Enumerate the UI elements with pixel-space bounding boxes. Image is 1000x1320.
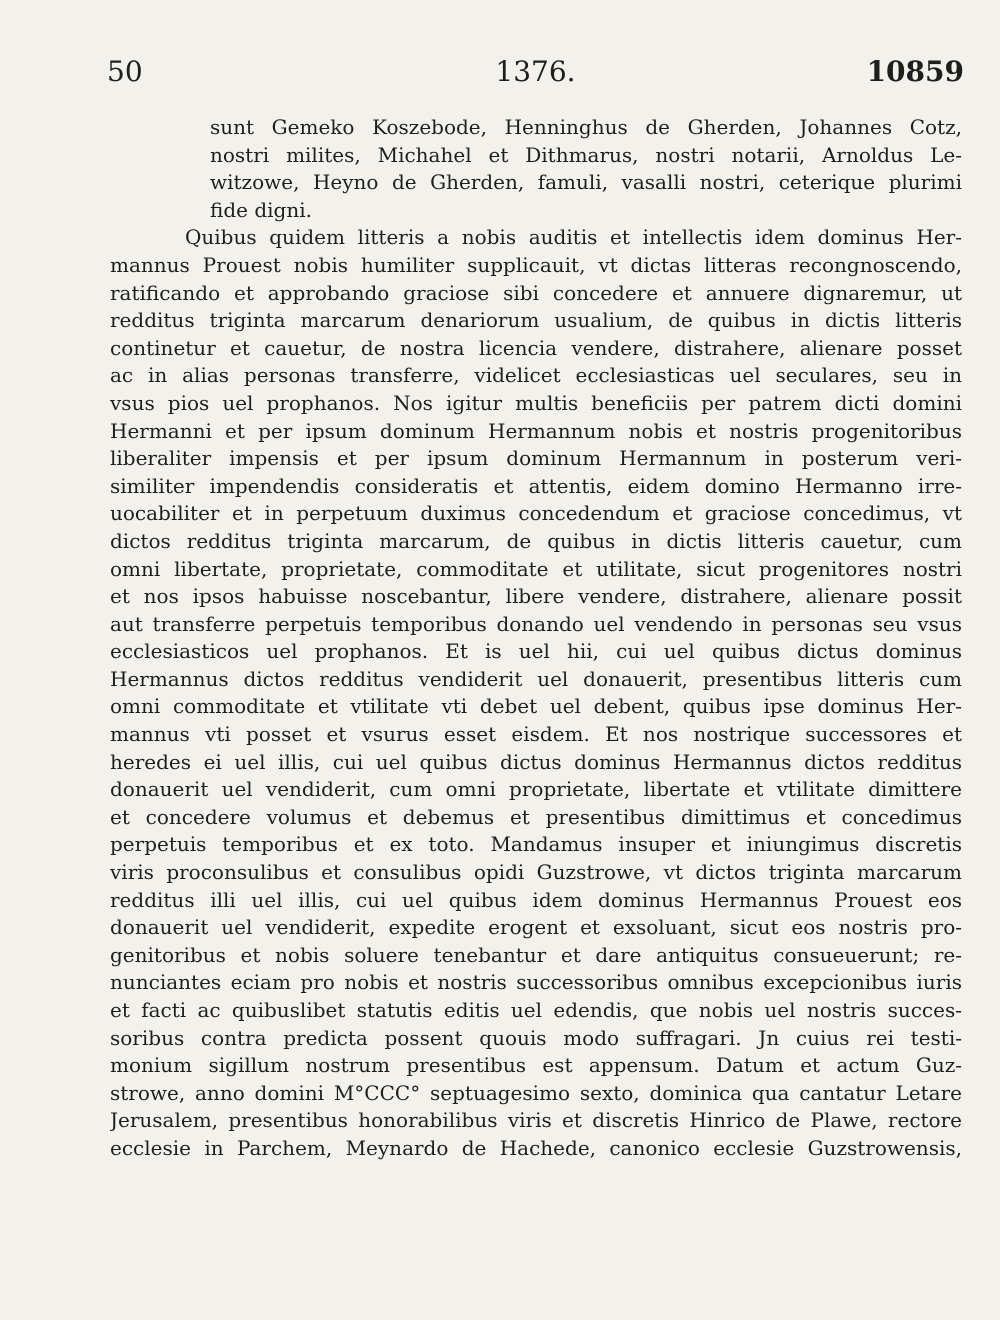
text-line: aut transferre perpetuis temporibus donando uel vendendo in personas seu vsus [110,611,962,636]
page-number: 50 [107,55,143,88]
charter-text [110,114,962,1163]
text-line: dictos redditus triginta marcarum, de quibus in dictis litteris cauetur, cum [110,528,962,553]
text-line: et nos ipsos habuisse noscebantur, libere vendere, distrahere, alienare possit [110,584,962,609]
text-line: nunciantes eciam pro nobis et nostris successoribus omnibus excepcionibus iuris [110,970,962,995]
text-line: soribus contra predicta possent quouis modo suffragari. Jn cuius rei testi- [110,1025,962,1050]
year-heading: 1376. [495,55,576,88]
text-line: nostri milites, Michahel et Dithmarus, nostri notarii, Arnoldus Le- [210,142,962,167]
text-line: redditus illi uel illis, cui uel quibus idem dominus Hermannus Prouest eos [110,887,962,912]
text-line: perpetuis temporibus et ex toto. Mandamus insuper et iniungimus discretis [110,832,962,857]
text-line: mannus vti posset et vsurus esset eisdem. Et nos nostrique successores et [110,722,962,747]
text-line: Quibus quidem litteris a nobis auditis et intellectis idem dominus Her- [185,225,962,250]
text-line: uocabiliter et in perpetuum duximus concedendum et graciose concedimus, vt [110,501,962,526]
text-line: et concedere volumus et debemus et presentibus dimittimus et concedimus [110,804,962,829]
text-line: Jerusalem, presentibus honorabilibus viris et discretis Hinrico de Plawe, rectore [110,1108,962,1133]
text-line: mannus Prouest nobis humiliter supplicauit, vt dictas litteras recongnoscendo, [110,252,962,277]
text-line: viris proconsulibus et consulibus opidi Guzstrowe, vt dictos triginta marcarum [110,860,962,885]
text-line: monium sigillum nostrum presentibus est appensum. Datum et actum Guz- [110,1053,962,1078]
text-line: ecclesiasticos uel prophanos. Et is uel hii, cui uel quibus dictus dominus [110,639,962,664]
text-line: donauerit uel vendiderit, expedite erogent et exsoluant, sicut eos nostris pro- [110,915,962,940]
text-line: omni commoditate et vtilitate vti debet uel debent, quibus ipse dominus Her- [110,694,962,719]
text-line: Hermannus dictos redditus vendiderit uel donauerit, presentibus litteris cum [110,666,962,691]
text-line: liberaliter impensis et per ipsum dominum Hermannum in posterum veri- [110,446,962,471]
text-line: fide digni. [210,197,312,222]
text-line: et facti ac quibuslibet statutis editis uel edendis, que nobis uel nostris succes- [110,998,962,1022]
text-line: heredes ei uel illis, cui uel quibus dictus dominus Hermannus dictos redditus [110,749,962,774]
text-line: ecclesie in Parchem, Meynardo de Hachede, canonico ecclesie Guzstrowensis, [110,1135,962,1160]
text-line: continetur et cauetur, de nostra licencia vendere, distrahere, alienare posset [110,335,962,360]
text-line: sunt Gemeko Koszebode, Henninghus de Gherden, Johannes Cotz, [210,115,962,139]
text-line: ratificando et approbando graciose sibi concedere et annuere dignaremur, ut [110,280,962,305]
text-line: redditus triginta marcarum denariorum usualium, de quibus in dictis litteris [110,308,962,333]
text-line: strowe, anno domini M°CCC° septuagesimo sexto, dominica qua cantatur Letare [110,1080,962,1105]
text-line: donauerit uel vendiderit, cum omni proprietate, libertate et vtilitate dimittere [110,777,962,802]
document-number: 10859 [866,55,964,88]
text-line: genitoribus et nobis soluere tenebantur et dare antiquitus consueuerunt; re- [110,942,962,967]
text-line: similiter impendendis consideratis et attentis, eidem domino Hermanno irre- [110,473,962,498]
text-line: vsus pios uel prophanos. Nos igitur multis beneficiis per patrem dicti domini [110,390,962,415]
running-header [107,52,964,92]
text-line: omni libertate, proprietate, commoditate et utilitate, sicut progenitores nostri [110,556,962,581]
text-line: witzowe, Heyno de Gherden, famuli, vasalli nostri, ceterique plurimi [210,170,962,195]
text-line: ac in alias personas transferre, videlicet ecclesiasticas uel seculares, seu in [110,363,962,388]
text-line: Hermanni et per ipsum dominum Hermannum nobis et nostris progenitoribus [110,418,962,443]
